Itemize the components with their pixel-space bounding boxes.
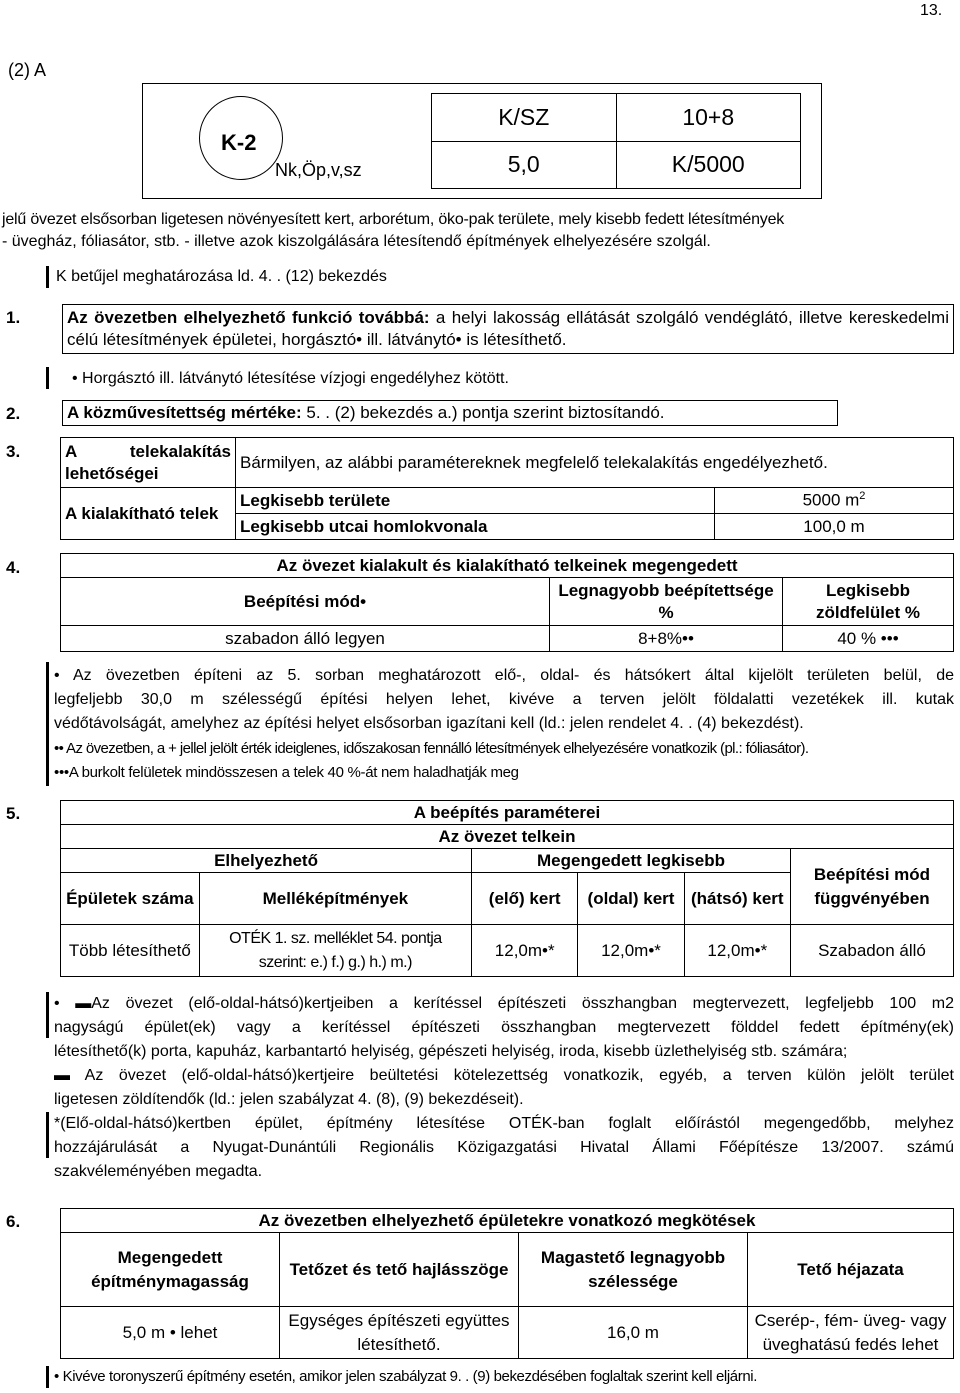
item6-h3: Magastető legnagyobb szélessége <box>519 1233 748 1307</box>
item5-h-elo: (elő) kert <box>472 873 578 925</box>
k-note: K betűjel meghatározása ld. 4. . (12) bekezdés <box>56 268 387 285</box>
intro-line-1: jelű övezet elsősorban ligetesen növényesített kert, arborétum, öko-pak területe, mely kisebb fedett létesítmények <box>2 211 785 228</box>
item6-v4: Cserép-, fém- üveg- vagy üveghatású fedés lehet <box>748 1307 954 1359</box>
item4-note1-line1: • Az övezetben építeni az 5. sorban meghatározott elő-, oldal- és hátsókert által kijelölt területen belül, de <box>54 667 954 684</box>
item5-note-line8: szakvéleményében megadta. <box>54 1163 263 1180</box>
item4-note1 <box>54 664 954 736</box>
item5-h-megengedett: Megengedett legkisebb <box>472 849 791 873</box>
item5-v-elo: 12,0m•* <box>472 925 578 977</box>
zone-table <box>431 93 801 189</box>
zone-cell-50: 5,0 <box>432 141 617 189</box>
zone-cell-ksz: K/SZ <box>432 94 617 142</box>
item1-bold: Az övezetben elhelyezhető funkció továbbá: <box>67 308 430 327</box>
item5-title: A beépítés paraméterei <box>61 801 954 825</box>
item5-v-tobb: Több létesíthető <box>61 925 200 977</box>
item2-box <box>62 400 838 426</box>
item1-box <box>62 304 954 354</box>
item4-val2: 8+8%•• <box>550 626 783 652</box>
item5-note-line5: ligetesen zöldítendők (ld.: jelen szabályzat 4. (8), (9) bekezdéseit). <box>54 1091 524 1108</box>
item1-number: 1. <box>6 308 21 327</box>
item5-subtitle: Az övezet telkein <box>61 825 954 849</box>
item3-number: 3. <box>6 442 21 461</box>
page-number: 13. <box>920 2 943 19</box>
item5-note-line3: létesíthető(k) porta, kapuház, karbantartó helyiség, gépészeti helyiség, iroda, kisebb üzlethelyiség stb. számára; <box>54 1043 848 1060</box>
min-area-label: Legkisebb területe <box>236 488 715 514</box>
item5-v-hatso: 12,0m•* <box>684 925 790 977</box>
item6-note: • Kivéve toronyszerű építmény esetén, amikor jelen szabályzat 9. . (9) bekezdésében foglaltak szerint kell eljárni. <box>54 1368 757 1385</box>
item6-v3: 16,0 m <box>519 1307 748 1359</box>
item2-text: 5. . (2) bekezdés a.) pontja szerint biztosítandó. <box>306 403 665 422</box>
item4-note2: •• Az övezetben, a + jellel jelölt érték ideiglenes, időszakosan fennálló létesítmények elhelyezésére vonatkozik (pl.: fóliasátor). <box>54 740 809 757</box>
item5-v-otek: OTÉK 1. sz. melléklet 54. pontja szerint: e.) f.) g.) h.) m.) <box>199 925 471 977</box>
item4-val3: 40 % ••• <box>783 626 954 652</box>
item1-text: a helyi lakosság ellátását szolgáló vendéglátó, illetve kereskedelmi célú létesítmények épületei, horgásztó• ill. látványtó• is létesíthető. <box>67 308 949 349</box>
item5-h-elhelyezheto: Elhelyezhető <box>61 849 472 873</box>
item5-v-oldal: 12,0m•* <box>578 925 684 977</box>
item3-row2-label: A kialakítható telek <box>61 488 236 540</box>
item4-val1: szabadon álló legyen <box>61 626 550 652</box>
item5-h-oldal: (oldal) kert <box>578 873 684 925</box>
item4-col2: Legnagyobb beépítettsége % <box>550 578 783 626</box>
item3-row1-label: A telekalakítás lehetőségei <box>61 438 236 488</box>
item5-notes <box>54 992 954 1184</box>
item5-h-beepitesi: Beépítési mód függvényében <box>790 849 953 925</box>
zone-cell-k5000: K/5000 <box>616 141 801 189</box>
item4-note1-line2: legfeljebb 30,0 m szélességű építési helyen lehet, kivéve a terven jelölt földalatti vezetékek ill. kutak <box>54 691 954 708</box>
item5-h-epuletek: Épületek száma <box>61 873 200 925</box>
item4-col1: Beépítési mód• <box>61 578 550 626</box>
item5-h-hatso: (hátsó) kert <box>684 873 790 925</box>
item5-number: 5. <box>6 804 21 823</box>
item2-bold: A közművesítettség mértéke: <box>67 403 302 422</box>
item6-title: Az övezetben elhelyezhető épületekre vonatkozó megkötések <box>61 1209 954 1233</box>
item5-note-line7: hozzájárulását a Nyugat-Dunántúli Regionális Közigazgatási Hivatal Állami Főépítésze 13/2007. számú <box>54 1139 954 1156</box>
item5-note-line1: • ▬Az övezet (elő-oldal-hátsó)kertjeiben a kerítéssel építészeti összhangban megtervezett, legfeljebb 100 m2 <box>54 995 954 1012</box>
item4-col3: Legkisebb zöldfelület % <box>783 578 954 626</box>
item5-table <box>60 800 954 977</box>
item2-number: 2. <box>6 404 21 423</box>
item4-table <box>60 553 954 652</box>
item5-v-mod: Szabadon álló <box>790 925 953 977</box>
intro-line-2: - üvegház, fóliasátor, stb. - illetve azok kiszolgálására létesítendő építmények elhelyezésére szolgál. <box>2 233 711 250</box>
min-front-label: Legkisebb utcai homlokvonala <box>236 514 715 540</box>
item6-v1: 5,0 m • lehet <box>61 1307 280 1359</box>
zone-subtitle: Nk,Öp,v,sz <box>275 160 362 180</box>
item5-h-mellek: Melléképítmények <box>199 873 471 925</box>
item4-title: Az övezet kialakult és kialakítható telkeinek megengedett <box>61 554 954 578</box>
min-area-sup: 2 <box>859 490 866 503</box>
zone-cell-108: 10+8 <box>616 94 801 142</box>
min-front-value: 100,0 m <box>715 514 954 540</box>
min-area-value: 5000 m <box>802 490 860 510</box>
item3-row1-value: Bármilyen, az alábbi paramétereknek megfelelő telekalakítás engedélyezhető. <box>236 438 954 488</box>
item1-note: • Horgásztó ill. látványtó létesítése vízjogi engedélyhez kötött. <box>72 370 509 387</box>
item3-table <box>60 437 954 540</box>
item5-note-line2: nagyságú épület(ek) vagy a kerítéssel építészeti összhangban megtervezett földdel fedett építmény(ek) <box>54 1019 954 1036</box>
item4-note1-line3: védőtávolságát, amelyhez az építési helyet elsősorban igazítani kell (ld.: jelen rendelet 4. . (4) bekezdést). <box>54 715 804 732</box>
item6-h1: Megengedett építménymagasság <box>61 1233 280 1307</box>
item4-note3: •••A burkolt felületek mindösszesen a telek 40 %-át nem haladhatják meg <box>54 764 519 781</box>
item6-h4: Tető héjazata <box>748 1233 954 1307</box>
zone-code: K-2 <box>221 130 257 155</box>
item6-number: 6. <box>6 1212 21 1231</box>
item5-note-line6: *(Elő-oldal-hátsó)kertben épület, építmény létesítése OTÉK-ban foglalt előírástól megengedőbb, melyhez <box>54 1115 954 1132</box>
item5-note-line4: ▬ Az övezet (elő-oldal-hátsó)kertjeire beültetési kötelezettség vonatkozik, egyéb, a terven külön jelölt terület <box>54 1067 954 1084</box>
item4-number: 4. <box>6 558 21 577</box>
section-heading: (2) A <box>8 60 47 80</box>
zone-box <box>142 83 822 199</box>
item6-table <box>60 1208 954 1359</box>
item6-h2: Tetőzet és tető hajlásszöge <box>280 1233 519 1307</box>
item6-v2: Egységes építészeti együttes létesíthető. <box>280 1307 519 1359</box>
